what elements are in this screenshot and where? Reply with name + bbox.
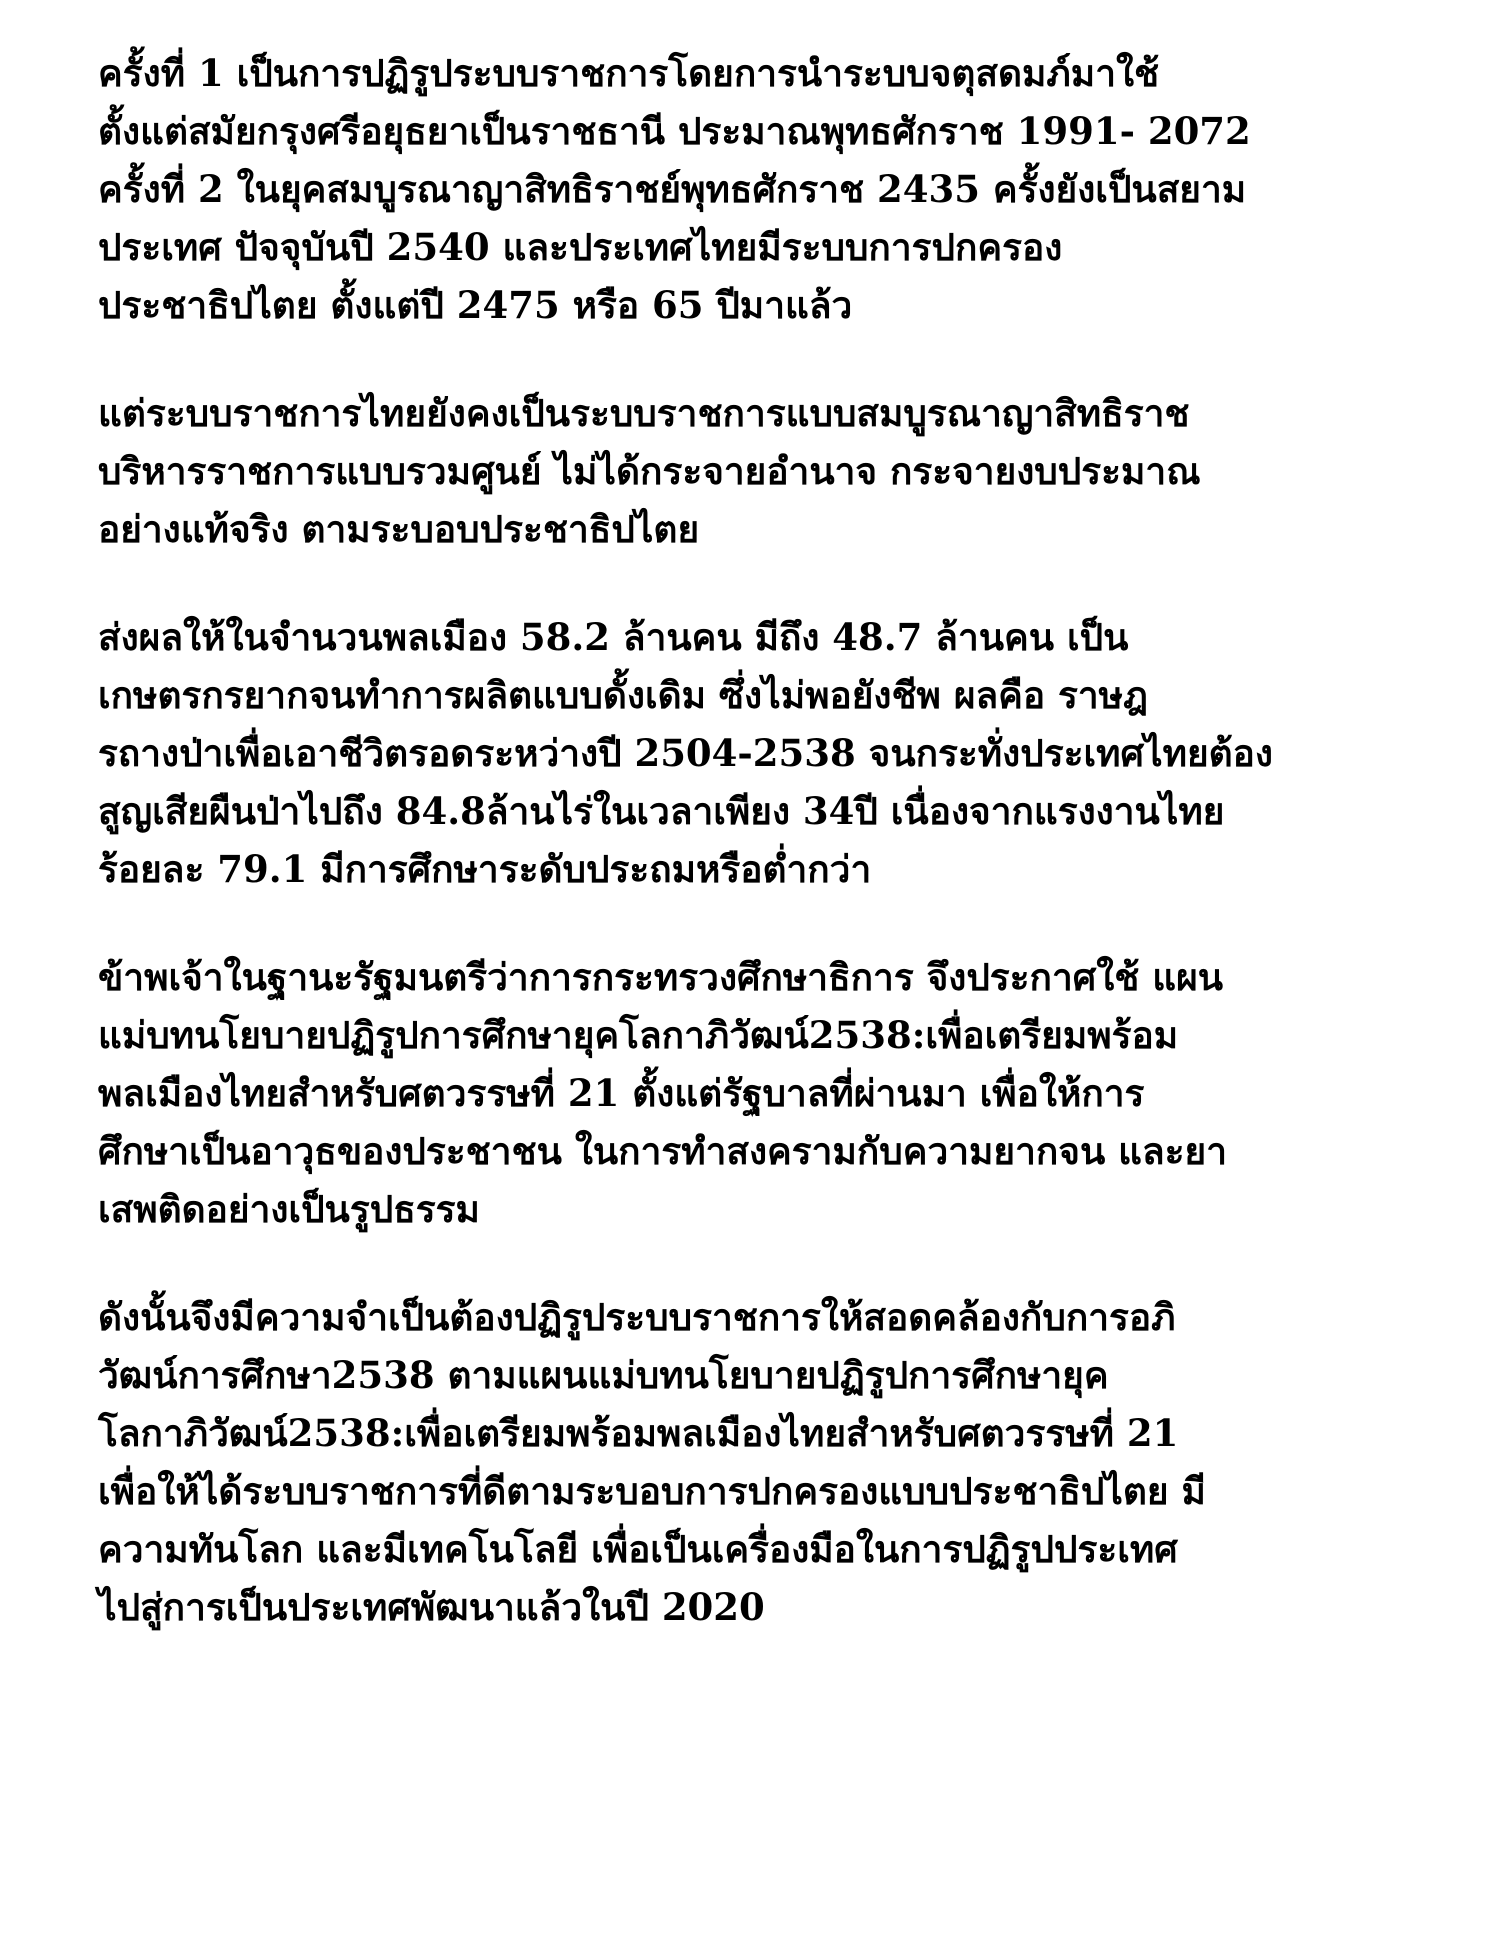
text-line: ความทันโลก และมีเทคโนโลยี เพื่อเป็นเครื่องมือในการปฏิรูปประเทศ	[98, 1527, 1178, 1571]
text-line: ครั้งที่ 1 เป็นการปฏิรูประบบราชการโดยการนำระบบจตุสดมภ์มาใช้	[98, 51, 1160, 95]
paragraph-bureaucracy	[98, 384, 1398, 558]
text-line: ศึกษาเป็นอาวุธของประชาชน ในการทำสงครามกับความยากจน และยา	[98, 1129, 1227, 1173]
text-line: เสพติดอย่างเป็นรูปธรรม	[98, 1187, 480, 1231]
paragraph-education-plan	[98, 948, 1398, 1238]
text-line: ส่งผลให้ในจำนวนพลเมือง 58.2 ล้านคน มีถึง 48.7 ล้านคน เป็น	[98, 615, 1129, 659]
text-line: ประชาธิปไตย ตั้งแต่ปี 2475 หรือ 65 ปีมาแล้ว	[98, 283, 853, 327]
text-line: แม่บทนโยบายปฏิรูปการศึกษายุคโลกาภิวัฒน์2538:เพื่อเตรียมพร้อม	[98, 1013, 1179, 1057]
document-body	[98, 44, 1398, 1686]
paragraph-effects	[98, 608, 1398, 898]
text-line: สูญเสียผืนป่าไปถึง 84.8ล้านไร่ในเวลาเพียง 34ปี เนื่องจากแรงงานไทย	[98, 789, 1225, 833]
text-line: ตั้งแต่สมัยกรุงศรีอยุธยาเป็นราชธานี ประมาณพุทธศักราช 1991- 2072	[98, 109, 1251, 153]
text-line: โลกาภิวัฒน์2538:เพื่อเตรียมพร้อมพลเมืองไทยสำหรับศตวรรษที่ 21	[98, 1411, 1179, 1455]
text-line: อย่างแท้จริง ตามระบอบประชาธิปไตย	[98, 507, 700, 551]
text-line: ข้าพเจ้าในฐานะรัฐมนตรีว่าการกระทรวงศึกษาธิการ จึงประกาศใช้ แผน	[98, 955, 1224, 999]
text-line: วัฒน์การศึกษา2538 ตามแผนแม่บทนโยบายปฏิรูปการศึกษายุค	[98, 1353, 1109, 1397]
text-line: ครั้งที่ 2 ในยุคสมบูรณาญาสิทธิราชย์พุทธศักราช 2435 ครั้งยังเป็นสยาม	[98, 167, 1247, 211]
text-line: เกษตรกรยากจนทำการผลิตแบบดั้งเดิม ซึ่งไม่พอยังชีพ ผลคือ ราษฎ	[98, 673, 1148, 717]
text-line: ไปสู่การเป็นประเทศพัฒนาแล้วในปี 2020	[98, 1585, 765, 1629]
paragraph-conclusion	[98, 1288, 1398, 1636]
text-line: ดังนั้นจึงมีความจำเป็นต้องปฏิรูประบบราชการให้สอดคล้องกับการอภิ	[98, 1295, 1176, 1339]
paragraph-history	[98, 44, 1398, 334]
text-line: แต่ระบบราชการไทยยังคงเป็นระบบราชการแบบสมบูรณาญาสิทธิราช	[98, 391, 1190, 435]
text-line: พลเมืองไทยสำหรับศตวรรษที่ 21 ตั้งแต่รัฐบาลที่ผ่านมา เพื่อให้การ	[98, 1071, 1145, 1115]
text-line: บริหารราชการแบบรวมศูนย์ ไม่ได้กระจายอำนาจ กระจายงบประมาณ	[98, 449, 1201, 493]
text-line: ร้อยละ 79.1 มีการศึกษาระดับประถมหรือต่ำกว่า	[98, 847, 872, 891]
text-line: รถางป่าเพื่อเอาชีวิตรอดระหว่างปี 2504-2538 จนกระทั่งประเทศไทยต้อง	[98, 731, 1273, 775]
text-line: เพื่อให้ได้ระบบราชการที่ดีตามระบอบการปกครองแบบประชาธิปไตย มี	[98, 1469, 1206, 1513]
text-line: ประเทศ ปัจจุบันปี 2540 และประเทศไทยมีระบบการปกครอง	[98, 225, 1063, 269]
